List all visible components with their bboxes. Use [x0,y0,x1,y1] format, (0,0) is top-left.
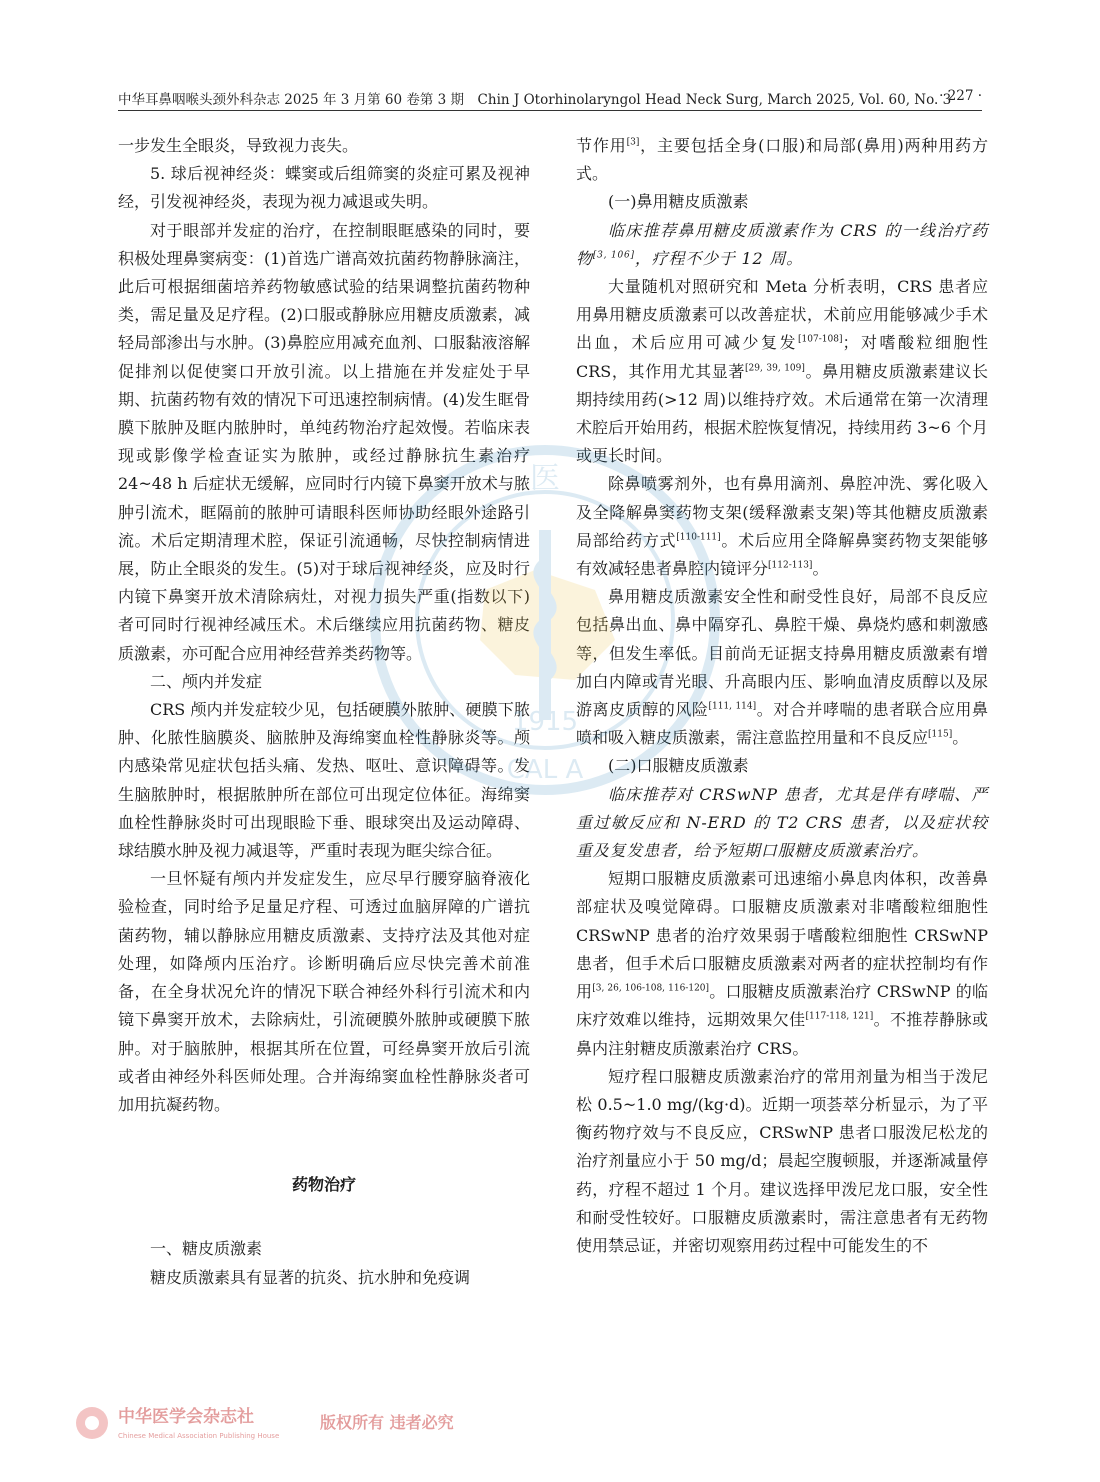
citation: [112-113] [768,560,813,571]
paragraph: 短期口服糖皮质激素可迅速缩小鼻息肉体积，改善鼻部症状及嗅觉障碍。口服糖皮质激素对非嗜酸粒细胞性 CRSwNP 患者的治疗效果弱于嗜酸粒细胞性 CRSwNP 患者，但手术后口服糖皮质激素对两者的症状控制均有作用[3, 26, 106-108, 116-120]。口服糖皮质激素治疗 CRSwNP 的临床疗效难以维持，远期效果欠佳[117-118, 121]。不推荐静脉或鼻内注射糖皮质激素治疗 CRS。 [576,869,988,1058]
section-heading: (二)口服糖皮质激素 [608,756,749,776]
seal-year: 1915 [511,707,579,737]
section-heading: 二、颅内并发症 [150,671,263,691]
seal-arc-text: CAL A [506,755,584,785]
citation: [29, 39, 109] [745,363,805,374]
seal-top-char: 医 [530,461,560,496]
paragraph: 一旦怀疑有颅内并发症发生，应尽早行腰穿脑脊液化验检查，同时给予足量足疗程、可透过血脑屏障的广谱抗菌药物，辅以静脉应用糖皮质激素、支持疗法及其他对症处理，如降颅内压治疗。诊断明确后应尽快完善术前准备，在全身状况允许的情况下联合神经外科行引流术和内镜下鼻窦开放术，去除病灶，引流硬膜外脓肿或硬膜下脓肿。对于脑脓肿，根据其所在位置，可经鼻窦开放后引流或者由神经外科医师处理。合并海绵窦血栓性静脉炎者可加用抗凝药物。 [118,869,530,1114]
citation: [110-111] [676,532,721,543]
citation: [3, 26, 106-108, 116-120] [592,983,710,994]
publisher-name: 中华医学会杂志社 [118,1407,254,1427]
citation: [3] [626,137,640,148]
running-header [118,86,982,111]
paragraph: 短疗程口服糖皮质激素治疗的常用剂量为相当于泼尼松 0.5~1.0 mg/(kg·d)。近期一项荟萃分析显示，为了平衡药物疗效与不良反应，CRSwNP 患者口服泼尼松龙的治疗剂量应小于 50 mg/d；晨起空腹顿服，并逐渐减量停药，疗程不超过 1 个月。建议选择甲泼尼龙口服，安全性和耐受性较好。口服糖皮质激素时，需注意患者有无药物使用禁忌证，并密切观察用药过程中可能发生的不 [576,1066,988,1255]
paragraph: 大量随机对照研究和 Meta 分析表明，CRS 患者应用鼻用糖皮质激素可以改善症状，术前应用能够减少手术出血，术后应用可减少复发[107-108]；对嗜酸粒细胞性 CRS，其作用尤其显著[29, 39, 109]。鼻用糖皮质激素建议长期持续用药(>12 周)以维持疗效。术后通常在第一次清理术腔后开始用药，根据术腔恢复情况，持续用药 3~6 个月或更长时间。 [576,277,988,466]
right-column [576,132,988,1260]
major-heading: 药物治疗 [291,1175,356,1195]
publisher-footer-logo [70,1398,490,1448]
citation: [107-108] [798,335,843,346]
citation: [111, 114] [708,701,757,712]
paragraph: 5. 球后视神经炎：蝶窦或后组筛窦的炎症可累及视神经，引发视神经炎，表现为视力减退或失明。 [118,164,530,212]
section-heading: 一、糖皮质激素 [150,1239,263,1259]
paragraph: 除鼻喷雾剂外，也有鼻用滴剂、鼻腔冲洗、雾化吸入及全降解鼻窦药物支架(缓释激素支架)等其他糖皮质激素局部给药方式[110-111]。术后应用全降解鼻窦药物支架能够有效减轻患者鼻腔内镜评分[112-113]。 [576,474,988,579]
citation: [117-118, 121] [805,1011,874,1022]
recommendation: 临床推荐对 CRSwNP 患者，尤其是伴有哮喘、严重过敏反应和 N-ERD 的 T2 CRS 患者，以及症状较重及复发患者，给予短期口服糖皮质激素治疗。 [576,784,988,861]
journal-citation: 中华耳鼻咽喉头颈外科杂志 2025 年 3 月第 60 卷第 3 期 Chin J Otorhinolaryngol Head Neck Surg, March 2025, Vol. 60, No. 3 [118,92,952,108]
paragraph: 鼻用糖皮质激素安全性和耐受性良好，局部不良反应包括鼻出血、鼻中隔穿孔、鼻腔干燥、鼻烧灼感和刺激感等，但发生率低。目前尚无证据支持鼻用糖皮质激素有增加白内障或青光眼、升高眼内压、影响血清皮质醇以及尿游离皮质醇的风险[111, 114]。对合并哮喘的患者联合应用鼻喷和吸入糖皮质激素，需注意监控用量和不良反应[115]。 [576,587,988,748]
publisher-name-en: Chinese Medical Association Publishing House [118,1432,280,1440]
citation: [115] [928,729,953,740]
left-column [118,132,530,1292]
paragraph: 糖皮质激素具有显著的抗炎、抗水肿和免疫调 [150,1267,471,1287]
citation: [3, 106] [592,250,635,261]
copyright-slogan: 版权所有 违者必究 [320,1413,454,1432]
page-number: · 227 · [939,88,982,104]
paragraph: CRS 颅内并发症较少见，包括硬膜外脓肿、硬膜下脓肿、化脓性脑膜炎、脑脓肿及海绵窦血栓性静脉炎等。颅内感染常见症状包括头痛、发热、呕吐、意识障碍等。发生脑脓肿时，根据脓肿所在部位可出现定位体征。海绵窦血栓性静脉炎时可出现眼睑下垂、眼球突出及运动障碍、球结膜水肿及视力减退等，严重时表现为眶尖综合征。 [118,700,530,861]
section-heading: (一)鼻用糖皮质激素 [608,192,749,212]
paragraph: 节作用[3]，主要包括全身(口服)和局部(鼻用)两种用药方式。 [576,136,988,184]
paragraph: 一步发生全眼炎，导致视力丧失。 [118,136,359,155]
paragraph: 对于眼部并发症的治疗，在控制眼眶感染的同时，要积极处理鼻窦病变：(1)首选广谱高效抗菌药物静脉滴注，此后可根据细菌培养药物敏感试验的结果调整抗菌药物种类，需足量及足疗程。(2)口服或静脉应用糖皮质激素，减轻局部渗出与水肿。(3)鼻腔应用减充血剂、口服黏液溶解促排剂以促使窦口开放引流。以上措施在并发症处于早期、抗菌药物有效的情况下可迅速控制病情。(4)发生眶骨膜下脓肿及眶内脓肿时，单纯药物治疗起效慢。若临床表现或影像学检查证实为脓肿，或经过静脉抗生素治疗 24~48 h 后症状无缓解，应同时行内镜下鼻窦开放术与脓肿引流术，眶隔前的脓肿可请眼科医师协助经眼外途路引流。术后定期清理术腔，保证引流通畅，尽快控制病情进展，防止全眼炎的发生。(5)对于球后视神经炎，应及时行内镜下鼻窦开放术清除病灶，对视力损失严重(指数以下)者可同时行视神经减压术。术后继续应用抗菌药物、糖皮质激素，亦可配合应用神经营养类药物等。 [118,220,530,663]
recommendation: 临床推荐鼻用糖皮质激素作为 CRS 的一线治疗药物[3, 106]，疗程不少于 12 周。 [576,220,988,268]
